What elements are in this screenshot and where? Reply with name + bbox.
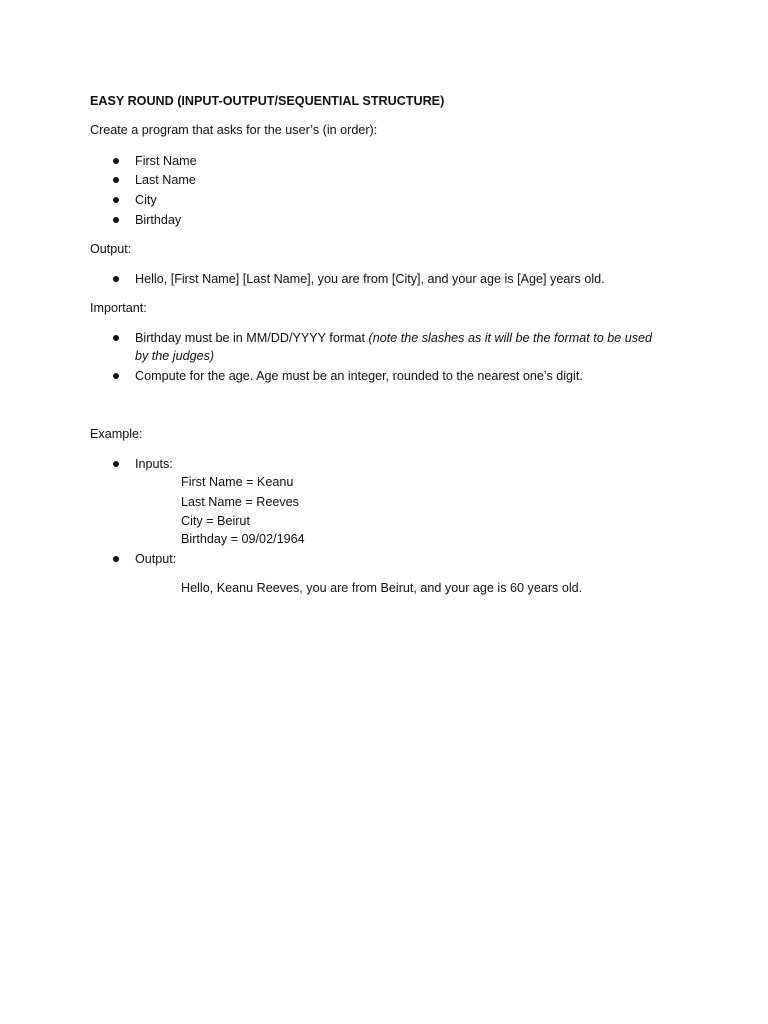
- birthday-rule-note: (note the slashes as it will be the format to be used: [368, 331, 653, 345]
- bullet-icon: [113, 217, 119, 223]
- intro-paragraph: Create a program that asks for the user’s (in order):: [90, 123, 378, 137]
- birthday-rule-text: [135, 329, 685, 365]
- example-input-line: First Name = Keanu: [181, 475, 294, 489]
- bullet-icon: [113, 177, 119, 183]
- list-item: [90, 455, 690, 473]
- list-item: [90, 329, 690, 367]
- list-item: [90, 152, 690, 170]
- example-input-line: Birthday = 09/02/1964: [181, 532, 305, 546]
- list-item-text: City: [135, 193, 157, 207]
- list-item-text: First Name: [135, 154, 197, 168]
- list-item: [90, 550, 690, 568]
- example-input-line: Last Name = Reeves: [181, 495, 299, 509]
- list-item-text: Last Name: [135, 173, 196, 187]
- list-item: [90, 171, 690, 189]
- bullet-icon: [113, 197, 119, 203]
- output-label: Output:: [90, 242, 132, 256]
- list-item: [90, 211, 690, 229]
- bullet-icon: [113, 158, 119, 164]
- example-label: Example:: [90, 427, 143, 441]
- bullet-icon: [113, 335, 119, 341]
- output-format-text: Hello, [First Name] [Last Name], you are from [City], and your age is [Age] years old.: [135, 272, 605, 286]
- important-label: Important:: [90, 301, 147, 315]
- birthday-rule-note-continued: by the judges): [135, 349, 215, 363]
- list-item: [90, 270, 690, 288]
- example-output-text: Hello, Keanu Reeves, you are from Beirut, and your age is 60 years old.: [181, 581, 583, 595]
- age-rule-text: Compute for the age. Age must be an integer, rounded to the nearest one’s digit.: [135, 369, 583, 383]
- example-output-label: Output:: [135, 552, 177, 566]
- bullet-icon: [113, 276, 119, 282]
- bullet-icon: [113, 461, 119, 467]
- bullet-icon: [113, 556, 119, 562]
- list-item: [90, 191, 690, 209]
- bullet-icon: [113, 373, 119, 379]
- example-inputs-label: Inputs:: [135, 457, 173, 471]
- page-title: EASY ROUND (INPUT-OUTPUT/SEQUENTIAL STRUCTURE): [90, 94, 445, 108]
- birthday-rule-main: Birthday must be in MM/DD/YYYY format: [135, 331, 369, 345]
- list-item: [90, 367, 690, 385]
- list-item-text: Birthday: [135, 213, 182, 227]
- example-input-line: City = Beirut: [181, 514, 250, 528]
